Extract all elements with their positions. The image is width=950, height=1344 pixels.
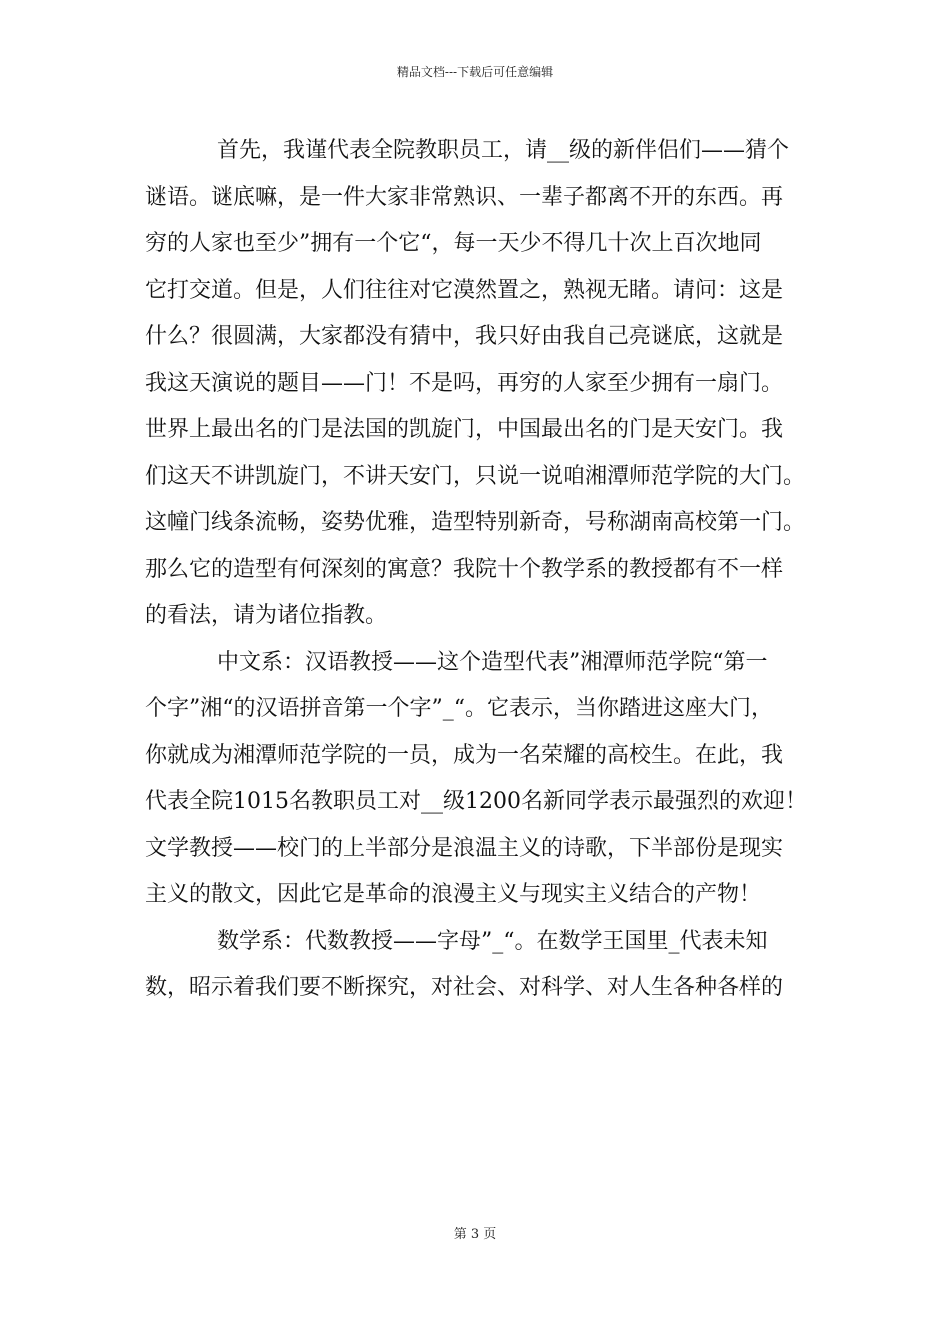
text-line: 你就成为湘潭师范学院的一员，成为一名荣耀的高校生。在此，我	[145, 742, 784, 768]
text-line: 它打交道。但是，人们往往对它漠然置之，熟视无睹。请问：这是	[145, 277, 784, 303]
text-line: 那么它的造型有何深刻的寓意？我院十个教学系的教授都有不一样	[145, 556, 784, 582]
page-header: 精品文档---下载后可任意编辑	[396, 65, 554, 79]
document-body	[145, 128, 815, 1012]
text-line: 数，昭示着我们要不断探究，对社会、对科学、对人生各种各样的	[145, 975, 784, 1000]
text-line: 代表全院1015名教职员工对__级1200名新同学表示最强烈的欢迎！	[145, 789, 807, 814]
text-line: 主义的散文，因此它是革命的浪漫主义与现实主义结合的产物！	[145, 882, 762, 907]
text-line: 首先，我谨代表全院教职员工，请__级的新伴侣们——猜个	[217, 138, 790, 163]
text-line: 个字”湘“的汉语拼音第一个字”_“。它表示，当你踏进这座大门，	[145, 696, 773, 721]
text-line: 什么？很圆满，大家都没有猜中，我只好由我自己亮谜底，这就是	[145, 324, 784, 349]
page-number: 第 3 页	[453, 1227, 497, 1242]
text-line: 数学系：代数教授——字母”_“。在数学王国里_代表未知	[217, 928, 768, 954]
text-line: 的看法，请为诸位指教。	[145, 603, 388, 628]
text-line: 这幢门线条流畅，姿势优雅，造型特别新奇，号称湖南高校第一门。	[145, 510, 806, 535]
text-line: 世界上最出名的门是法国的凯旋门，中国最出名的门是天安门。我	[145, 417, 784, 442]
text-line: 穷的人家也至少”拥有一个它“，每一天少不得几十次上百次地同	[145, 231, 762, 256]
text-line: 我这天演说的题目——门！不是吗，再穷的人家至少拥有一扇门。	[145, 370, 784, 396]
text-line: 谜语。谜底嘛，是一件大家非常熟识、一辈子都离不开的东西。再	[145, 184, 784, 210]
text-line: 中文系：汉语教授——这个造型代表”湘潭师范学院“第一	[217, 649, 768, 675]
text-line: 们这天不讲凯旋门，不讲天安门，只说一说咱湘潭师范学院的大门。	[145, 463, 806, 489]
text-line: 文学教授——校门的上半部分是浪温主义的诗歌，下半部份是现实	[145, 835, 784, 861]
